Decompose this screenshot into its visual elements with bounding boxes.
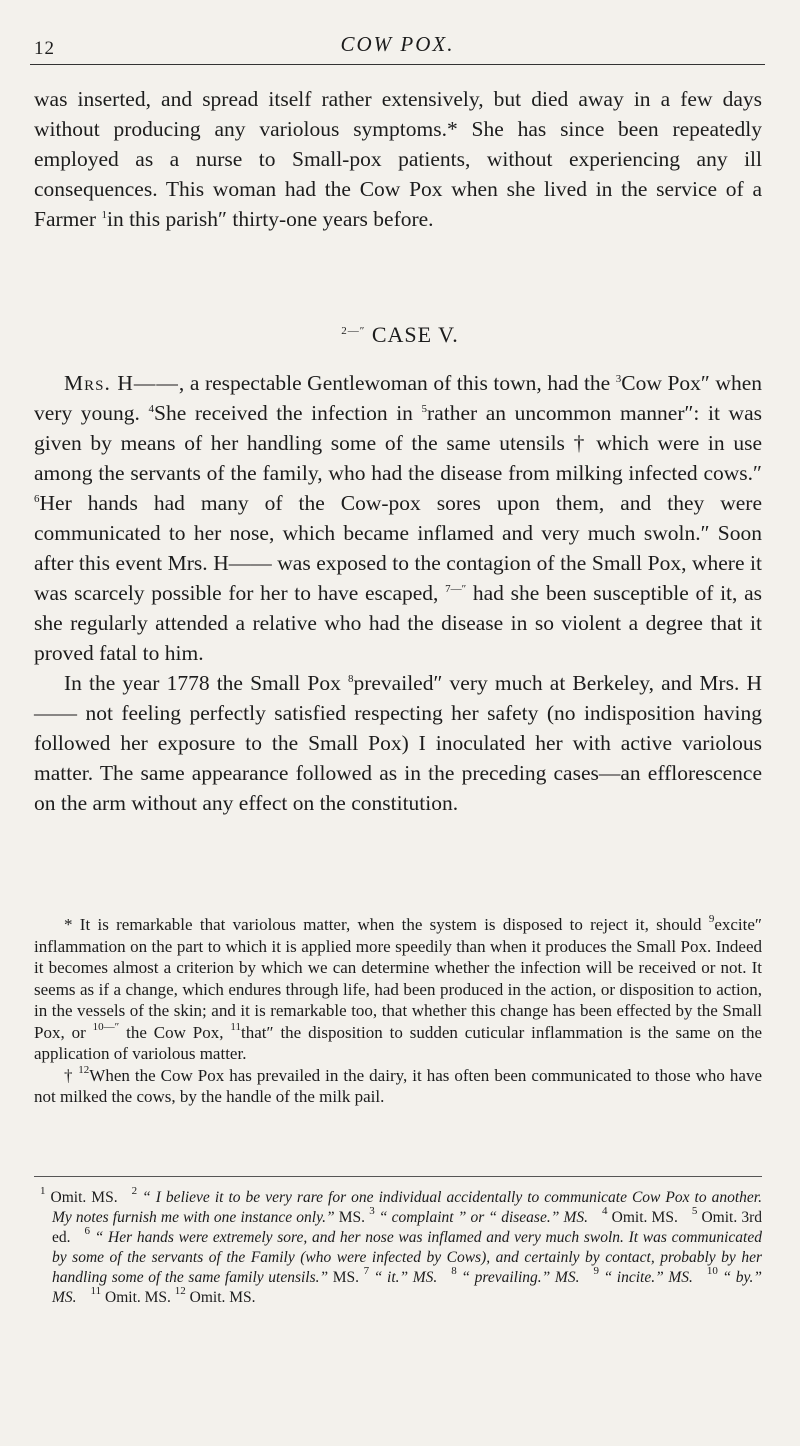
- running-title: COW POX.: [340, 32, 455, 56]
- note-text: “ complaint ” or “ disease.” MS.: [374, 1209, 589, 1226]
- note-text: Omit. MS.: [45, 1189, 118, 1206]
- editorial-marker: 10—″: [92, 1020, 120, 1033]
- note-text: Omit. MS.: [101, 1289, 171, 1306]
- opening-paragraph-block: [34, 84, 762, 234]
- paragraph-continuation: [34, 84, 762, 234]
- footnote-dagger: [34, 1065, 762, 1108]
- note-number: 5: [691, 1205, 698, 1217]
- running-head: [30, 30, 765, 60]
- text-run: the Cow Pox,: [119, 1022, 231, 1042]
- page-number: 12: [34, 38, 55, 59]
- editorial-marker: 6: [34, 493, 40, 505]
- note-number: 2: [131, 1185, 138, 1197]
- editorial-notes-text: [40, 1185, 763, 1308]
- text-run: rather an uncommon manner″: it was given by means of her handling some of the same utensils † which were in use among the servants of the family, who had the disease from milking infected cows.″: [34, 401, 762, 485]
- text-run: , a respectable Gentlewoman of this town, had the: [178, 371, 616, 395]
- text-run: in this parish″ thirty-one years before.: [106, 207, 434, 231]
- editorial-marker: 5: [421, 403, 428, 415]
- editorial-marker: 12: [78, 1063, 90, 1076]
- footnote-asterisk: [34, 914, 762, 1065]
- note-text: MS.: [334, 1209, 366, 1226]
- text-run: that″ the disposition to sudden cuticular inflammation is the same on the application of variolous matter.: [34, 1022, 762, 1063]
- case-v-text: [34, 368, 762, 818]
- text-run: had she been susceptible of it, as she regularly attended a relative who had the disease in so violent a degree that it proved fatal to him.: [34, 581, 762, 665]
- editorial-marker: 9: [708, 913, 715, 925]
- editorial-marker: 11: [230, 1020, 241, 1033]
- note-text: Omit. MS.: [185, 1289, 256, 1306]
- editorial-marker: 7—″: [445, 583, 467, 595]
- editorial-marker: 4: [148, 403, 155, 415]
- case-title: CASE V.: [365, 322, 459, 347]
- header-rule: [30, 64, 765, 65]
- note-number: 10: [706, 1265, 718, 1277]
- text-run: When the Cow Pox has prevailed in the dairy, it has often been communicated to those who have not milked the cows, by the handle of the milk pail.: [34, 1065, 763, 1106]
- paragraph: [34, 668, 762, 818]
- note-text: Omit. 3rd ed.: [52, 1209, 763, 1246]
- text-run: In the year 1778 the Small Pox: [64, 671, 348, 695]
- text-run: Cow Pox″ when very young.: [34, 371, 762, 425]
- note-text: MS.: [328, 1269, 360, 1286]
- author-footnotes: [34, 914, 762, 1108]
- note-number: 1: [40, 1185, 46, 1197]
- note-text: “ it.” MS.: [369, 1269, 438, 1286]
- text-run: Her hands had many of the Cow-pox sores upon them, and they were communicated to her nose, which became inflamed and very much swoln.″ Soon after this event Mrs. H—— was exposed to the contagion of the Small Pox, where it was scarcely possible for her to have escaped,: [34, 491, 762, 605]
- case-heading: [0, 322, 800, 348]
- note-text: “ prevailing.” MS.: [456, 1269, 580, 1286]
- text-run: * It is remarkable that variolous matter, when the system is disposed to reject it, should: [64, 915, 709, 934]
- text-run: She received the infection in: [154, 401, 422, 425]
- note-text: “ incite.” MS.: [598, 1269, 693, 1286]
- text-run: prevailed″ very much at Berkeley, and Mrs. H—— not feeling perfectly satisfied respecting her safety (no indisposition having followed her exposure to the Small Pox) I inoculated her with active variolous matter. The same appearance followed as in the preceding cases—an efflorescence on the arm without any effect on the constitution.: [34, 671, 762, 815]
- editorial-notes: [40, 1185, 763, 1308]
- note-text: “ by.” MS.: [52, 1269, 763, 1306]
- note-number: 7: [363, 1265, 370, 1277]
- note-text: “ I believe it to be very rare for one individual accidentally to communicate Cow Pox to another. My notes furnish me with one instance only.”: [52, 1189, 762, 1226]
- note-number: 12: [174, 1285, 186, 1297]
- note-number: 6: [84, 1225, 91, 1237]
- editorial-marker: 8: [347, 673, 354, 685]
- note-text: Omit. MS.: [607, 1209, 678, 1226]
- note-number: 8: [451, 1265, 457, 1277]
- patient-name: Mrs. H——: [64, 371, 179, 395]
- editorial-marker: 2—″: [341, 325, 366, 337]
- note-text: “ Her hands were extremely sore, and her nose was inflamed and very much swoln. It was communicated by some of the servants of the Family (who were infected by Cows), and certainly by contact, probably by her handling some of the same family utensils.”: [52, 1229, 762, 1286]
- paragraph: [34, 368, 762, 668]
- editorial-marker: 3: [615, 373, 622, 385]
- text-run: was inserted, and spread itself rather extensively, but died away in a few days without producing any variolous symptoms.* She has since been repeatedly employed as a nurse to Small-pox patients, without experiencing any ill consequences. This woman had the Cow Pox when she lived in the service of a Farmer: [34, 87, 762, 231]
- note-number: 3: [369, 1205, 375, 1217]
- note-number: 4: [602, 1205, 608, 1217]
- text-run: excite″ inflammation on the part to which it is applied more speedily than when it produces the Small Pox. Indeed it becomes almost a criterion by which we can determine whether the infection will be received or not. It seems as if a change, which endures through life, had been produced in the action, or disposition to action, in the vessels of the skin; and it is remarkable too, that whether this change has been effected by the Small Pox, or: [34, 915, 762, 1042]
- note-number: 9: [593, 1265, 599, 1277]
- note-number: 11: [90, 1285, 102, 1297]
- editorial-marker: 1: [101, 209, 107, 221]
- text-run: †: [64, 1065, 79, 1085]
- footnote-rule: [34, 1176, 762, 1177]
